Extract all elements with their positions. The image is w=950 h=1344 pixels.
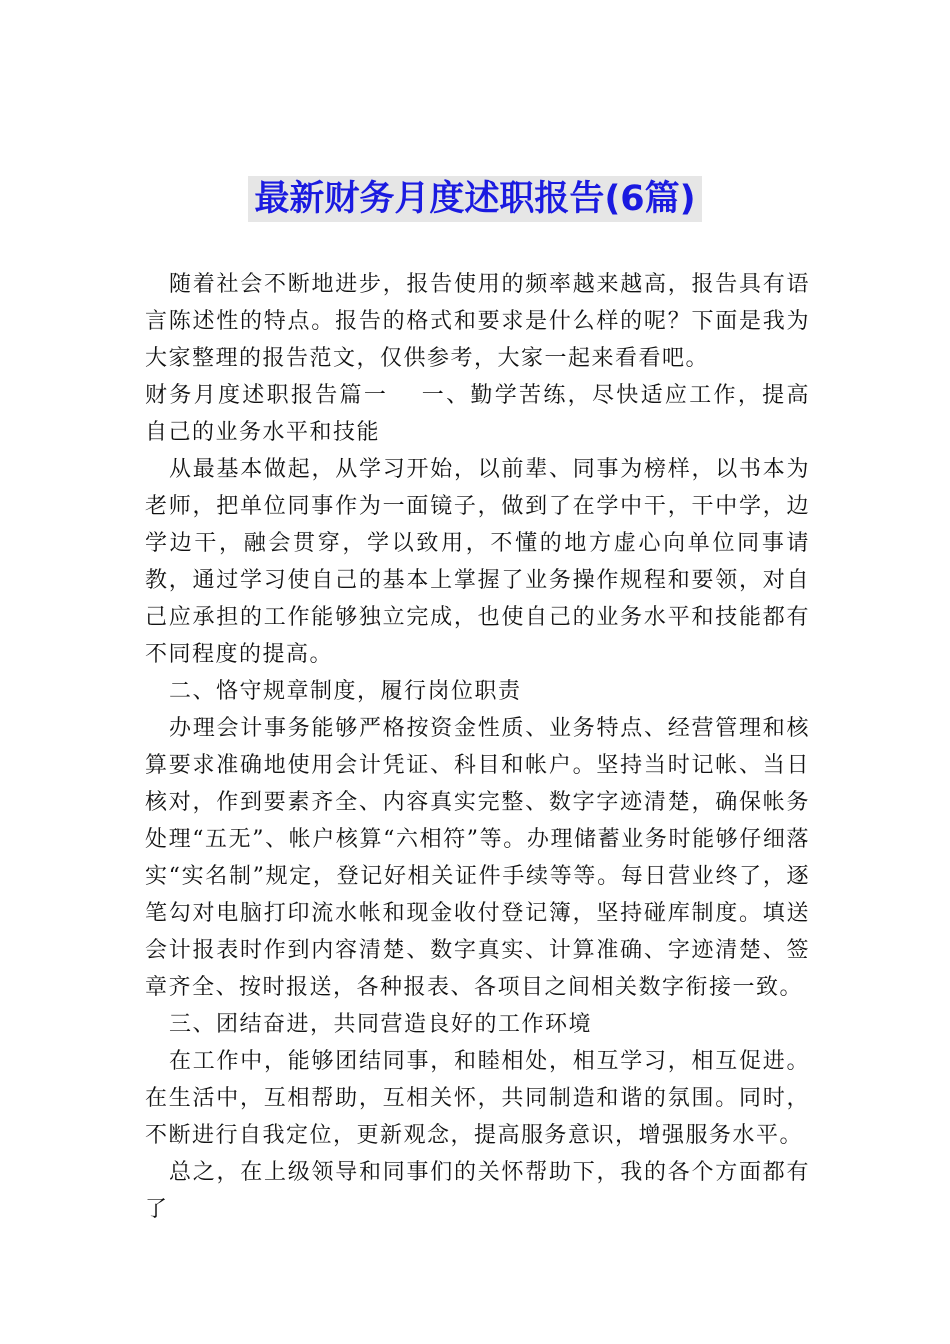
paragraph-section-two-heading: 二、恪守规章制度，履行岗位职责 (169, 679, 522, 704)
paragraph-section-three-body: 在工作中，能够团结同事，和睦相处，相互学习，相互促进。在生活中，互相帮助，互相关怀，共同制造和谐的氛围。同时，不断进行自我定位，更新观念，提高服务意识，增强服务水平。 (145, 1049, 810, 1148)
paragraph-section-three-heading: 三、团结奋进，共同营造良好的工作环境 (169, 1012, 593, 1037)
paragraph-intro: 随着社会不断地进步，报告使用的频率越来越高，报告具有语言陈述性的特点。报告的格式和要求是什么样的呢？下面是我为大家整理的报告范文，仅供参考，大家一起来看看吧。 (145, 272, 810, 371)
paragraph-section-one-body: 从最基本做起，从学习开始，以前辈、同事为榜样，以书本为老师，把单位同事作为一面镜子，做到了在学中干，干中学，边学边干，融会贯穿，学以致用，不懂的地方虚心向单位同事请教，通过学习使自己的基本上掌握了业务操作规程和要领，对自己应承担的工作能够独立完成，也使自己的业务水平和技能都有不同程度的提高。 (145, 457, 810, 667)
paragraph-section-two-body: 办理会计事务能够严格按资金性质、业务特点、经营管理和核算要求准确地使用会计凭证、科目和帐户。坚持当时记帐、当日核对，作到要素齐全、内容真实完整、数字字迹清楚，确保帐务处理“五无”、帐户核算“六相符”等。办理储蓄业务时能够仔细落实“实名制”规定，登记好相关证件手续等等。每日营业终了，逐笔勾对电脑打印流水帐和现金收付登记簿，坚持碰库制度。填送会计报表时作到内容清楚、数字真实、计算准确、字迹清楚、签章齐全、按时报送，各种报表、各项目之间相关数字衔接一致。 (145, 716, 810, 1000)
paragraph-conclusion: 总之，在上级领导和同事们的关怀帮助下，我的各个方面都有了 (145, 1160, 810, 1222)
document-title: 最新财务月度述职报告(6篇) (248, 176, 701, 222)
document-body (145, 266, 810, 1228)
title-container (0, 176, 950, 222)
paragraph-section-one-heading: 财务月度述职报告篇一 一、勤学苦练，尽快适应工作，提高自己的业务水平和技能 (145, 383, 810, 445)
